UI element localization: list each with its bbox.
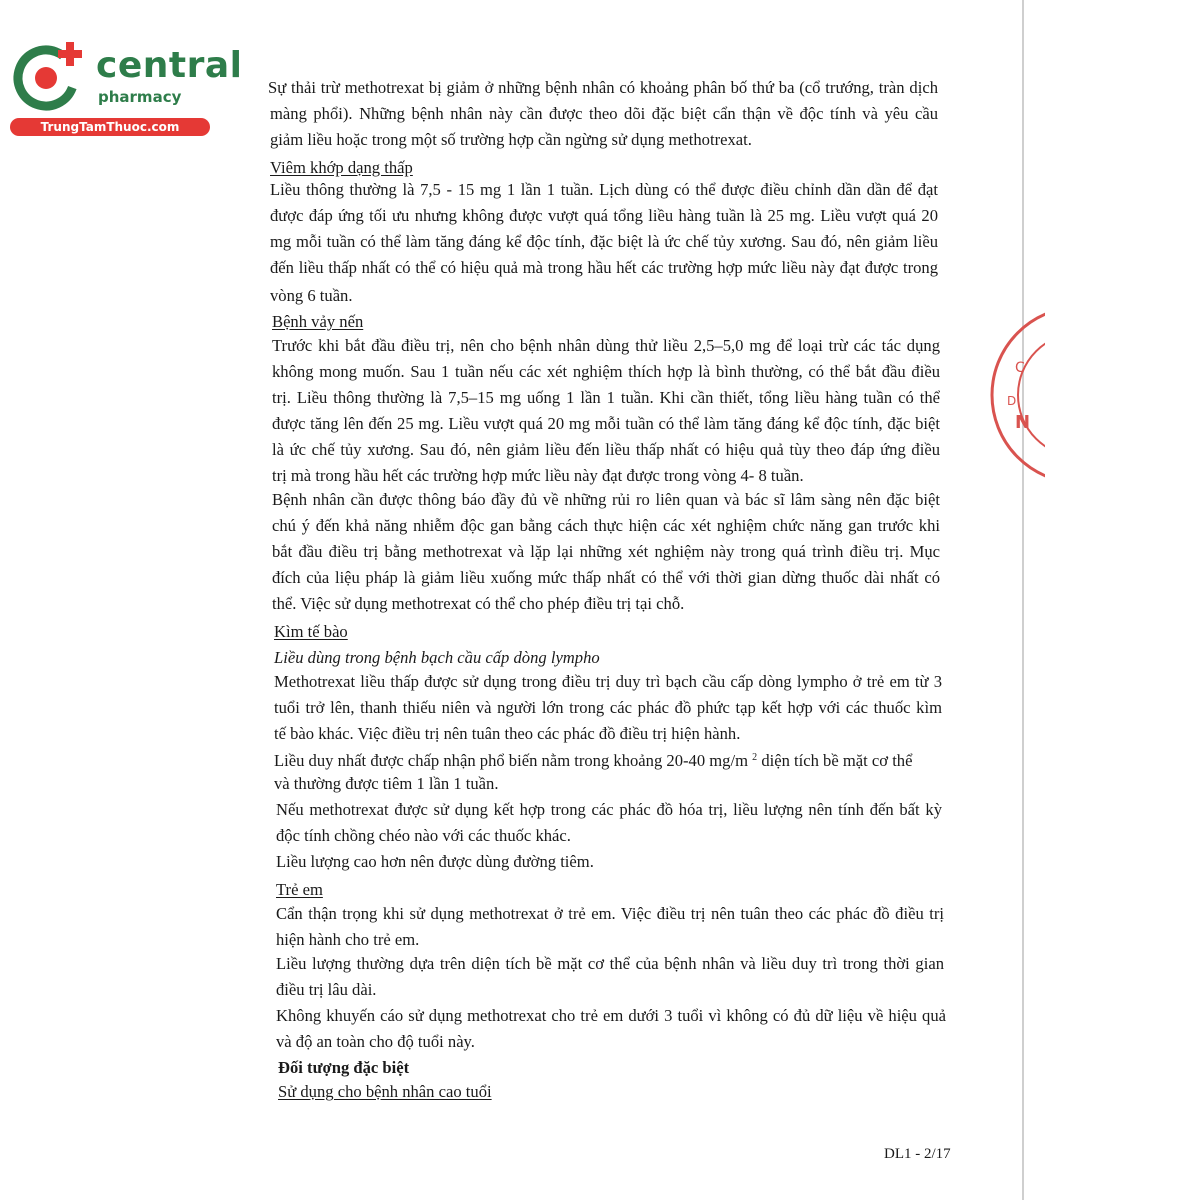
body-line: không mong muốn. Sau 1 tuần nếu các xét nghiệm thích hợp là bình thường, có thể bắt đầu điều: [272, 362, 940, 381]
body-line: Liều lượng cao hơn nên được dùng đường tiêm.: [276, 852, 594, 871]
body-line: và độ an toàn cho độ tuổi này.: [276, 1032, 475, 1051]
heading-cytostatic: Kìm tế bào: [274, 622, 348, 641]
logo-subtitle: pharmacy: [98, 88, 182, 106]
body-line: thể. Việc sử dụng methotrexat có thể cho phép điều trị tại chỗ.: [272, 594, 685, 613]
body-line: Methotrexat liều thấp được sử dụng trong điều trị duy trì bạch cầu cấp dòng lympho ở trẻ em từ 3: [274, 672, 942, 691]
stamp-letter: D: [1007, 394, 1017, 408]
body-line: Liều thông thường là 7,5 - 15 mg 1 lần 1 tuần. Lịch dùng có thể được điều chỉnh dần dần để đạt: [270, 180, 938, 199]
pharmacy-cross-logo-icon: [10, 36, 90, 116]
stamp-letter: N: [1015, 412, 1031, 433]
body-line: Liều lượng thường dựa trên diện tích bề mặt cơ thể của bệnh nhân và liều duy trì trong thời gian: [276, 954, 944, 973]
body-line: độc tính chồng chéo nào với các thuốc khác.: [276, 826, 571, 845]
heading-psoriasis: Bệnh vảy nến: [272, 312, 364, 331]
body-line: là ức chế tủy xương. Sau đó, nên giảm liều đến liều thấp nhất có hiệu quả tùy theo đáp ứng điều: [272, 440, 940, 459]
body-line: điều trị lâu dài.: [276, 980, 377, 999]
body-line: tuổi trở lên, thanh thiếu niên và người lớn trong các phác đồ phức tạp kết hợp với các thuốc kìm: [274, 698, 942, 717]
body-line-dose: [274, 748, 912, 771]
body-line: mg mỗi tuần có thể làm tăng đáng kể độc tính, đặc biệt là ức chế tủy xương. Sau đó, nên giảm liều: [270, 232, 938, 251]
body-line: tế bào khác. Việc điều trị nên tuân theo các phác đồ điều trị hiện hành.: [274, 724, 741, 743]
heading-rheumatoid-arthritis: Viêm khớp dạng thấp: [270, 158, 413, 177]
body-line: đến liều thấp nhất có thể có hiệu quả mà trong hầu hết các trường hợp mức liều này đạt được trong: [270, 258, 938, 277]
body-line: trị. Liều thông thường là 7,5–15 mg uống 1 lần 1 tuần. Khi cần thiết, tổng liều hàng tuần có thể: [272, 388, 940, 407]
dose-text-continued: diện tích bề mặt cơ thể: [761, 751, 913, 770]
body-line: và thường được tiêm 1 lần 1 tuần.: [274, 774, 499, 793]
body-line: được đáp ứng tối ưu nhưng không được vượt quá tổng liều hàng tuần là 25 mg. Liều vượt quá 20: [270, 206, 938, 225]
body-line: đích của liệu pháp là giảm liều xuống mức thấp nhất có thể với thời gian dừng thuốc dài nhất có: [272, 568, 940, 587]
heading-elderly-patients: Sử dụng cho bệnh nhân cao tuổi: [278, 1082, 492, 1101]
body-line: màng phổi). Những bệnh nhân này cần được theo dõi đặc biệt cẩn thận về độc tính và yêu cầu: [270, 104, 938, 123]
logo-url: TrungTamThuoc.com: [10, 118, 210, 136]
body-line: giảm liều hoặc trong một số trường hợp cần ngừng sử dụng methotrexat.: [270, 130, 752, 149]
body-line: Sự thải trừ methotrexat bị giảm ở những bệnh nhân có khoảng phân bố thứ ba (cổ trướng, tràn dịch: [268, 78, 938, 97]
heading-children: Trẻ em: [276, 880, 323, 899]
dose-text: Liều duy nhất được chấp nhận phổ biến nằm trong khoảng 20-40 mg/m: [274, 751, 748, 770]
body-line: Bệnh nhân cần được thông báo đầy đủ về những rủi ro liên quan và bác sĩ lâm sàng nên đặc biệt: [272, 490, 940, 509]
page-edge: [1022, 0, 1024, 1200]
page-footer: DL1 - 2/17: [884, 1146, 951, 1162]
heading-special-populations: Đối tượng đặc biệt: [278, 1058, 410, 1077]
body-line: Nếu methotrexat được sử dụng kết hợp trong các phác đồ hóa trị, liều lượng nên tính đến bất kỳ: [276, 800, 942, 819]
body-line: được tăng lên đến 25 mg. Liều vượt quá 20 mg mỗi tuần có thể làm tăng đáng kể độc tính, đặc biệt: [272, 414, 940, 433]
body-line: hiện hành cho trẻ em.: [276, 930, 420, 949]
body-line: Không khuyến cáo sử dụng methotrexat cho trẻ em dưới 3 tuổi vì không có đủ dữ liệu về hiệu quả: [276, 1006, 946, 1025]
stamp-letter: C: [1015, 360, 1025, 376]
body-line: bắt đầu điều trị bằng methotrexat và lặp lại những xét nghiệm này trong quá trình điều trị. Mục: [272, 542, 940, 561]
red-stamp: [985, 300, 1045, 490]
body-line: Cẩn thận trọng khi sử dụng methotrexat ở trẻ em. Việc điều trị nên tuân theo các phác đồ điều trị: [276, 904, 944, 923]
body-line: trị mà trong hầu hết các trường hợp mức liều này đạt được trong vòng 4- 8 tuần.: [272, 466, 804, 485]
body-line: chú ý đến khả năng nhiễm độc gan bằng cách thực hiện các xét nghiệm chức năng gan trước khi: [272, 516, 940, 535]
body-line: Trước khi bắt đầu điều trị, nên cho bệnh nhân dùng thử liều 2,5–5,0 mg để loại trừ các tác dụng: [272, 336, 940, 355]
central-pharmacy-logo: [10, 36, 243, 136]
body-line: vòng 6 tuần.: [270, 286, 353, 305]
subheading-acute-lymphoblastic-leukemia: Liều dùng trong bệnh bạch cầu cấp dòng lympho: [274, 648, 600, 667]
superscript: 2: [752, 752, 758, 763]
logo-brand: central: [96, 45, 243, 86]
